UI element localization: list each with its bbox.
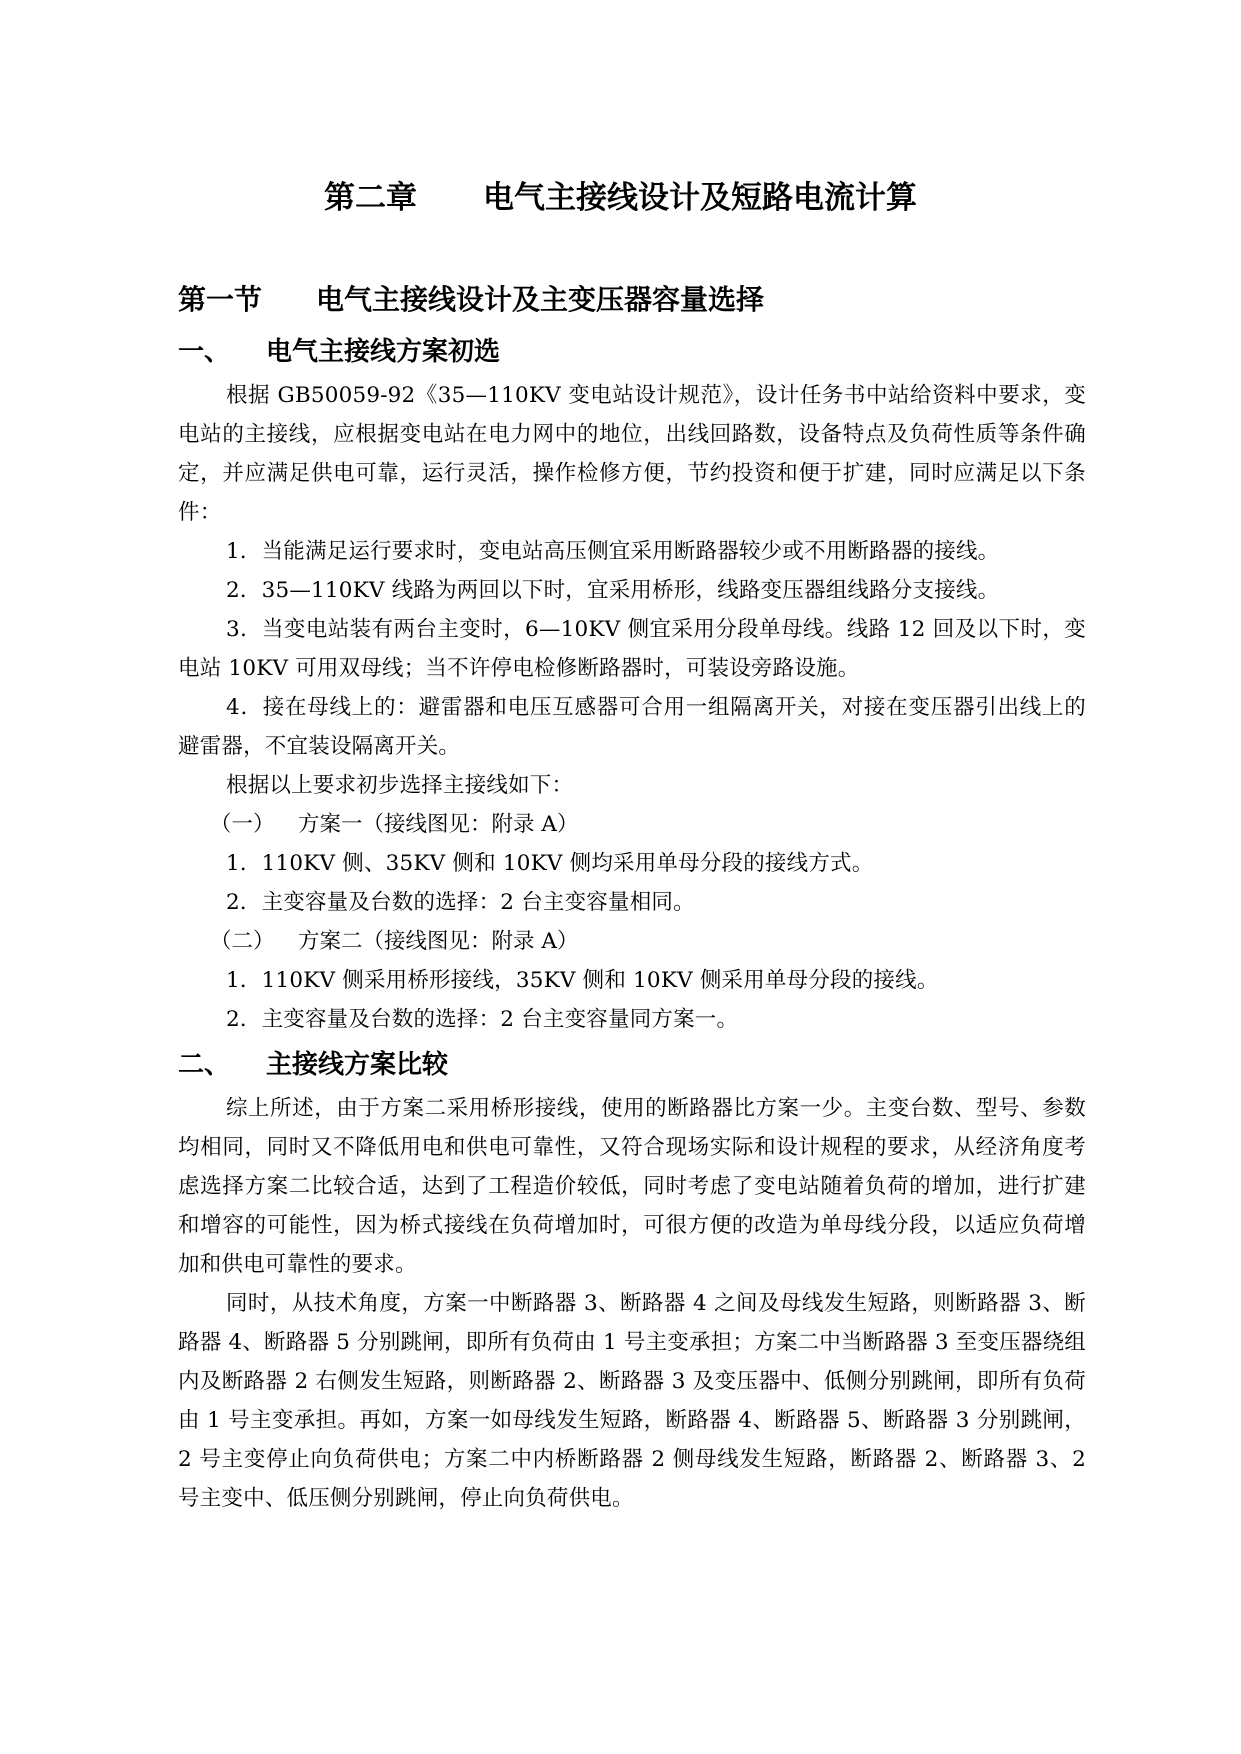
condition-item: 4．接在母线上的：避雷器和电压互感器可合用一组隔离开关，对接在变压器引出线上的避雷器，不宜装设隔离开关。 [178,695,1086,759]
comparison-paragraph: 综上所述，由于方案二采用桥形接线，使用的断路器比方案一少。主变台数、型号、参数均相同，同时又不降低用电和供电可靠性，又符合现场实际和设计规程的要求，从经济角度考虑选择方案二比较合适，达到了工程造价较低，同时考虑了变电站随着负荷的增加，进行扩建和增容的可能性，因为桥式接线在负荷增加时，可很方便的改造为单母线分段，以适应负荷增加和供电可靠性的要求。 [178,1096,1086,1277]
subsection-title-text-2: 主接线方案比较 [266,1050,449,1080]
subsection-title-1 [178,332,1086,372]
condition-item: 2．35—110KV 线路为两回以下时，宜采用桥形，线路变压器组线路分支接线。 [226,578,1000,603]
section-title-text: 电气主接线设计及主变压器容量选择 [316,283,765,316]
condition-item: 1．当能满足运行要求时，变电站高压侧宜采用断路器较少或不用断路器的接线。 [226,539,1000,564]
selection-lead: 根据以上要求初步选择主接线如下： [226,773,574,798]
section-number: 第一节 [178,283,263,316]
comparison-paragraph: 同时，从技术角度，方案一中断路器 3、断路器 4 之间及母线发生短路，则断路器 3、断路器 4、断路器 5 分别跳闸，即所有负荷由 1 号主变承担；方案二中当断路器 3 至变压器绕组内及断路器 2 右侧发生短路，则断路器 2、断路器 3 及变压器中、低侧分别跳闸，即所有负荷由 1 号主变承担。再如，方案一如母线发生短路，断路器 4、断路器 5、断路器 3 分别跳闸，2 号主变停止向负荷供电；方案二中内桥断路器 2 侧母线发生短路，断路器 2、断路器 3、2 号主变中、低压侧分别跳闸，停止向负荷供电。 [178,1291,1086,1511]
scheme-two-title: 方案二（接线图见：附录 A） [298,929,579,954]
intro-paragraph: 根据 GB50059-92《35—110KV 变电站设计规范》，设计任务书中站给资料中要求，变电站的主接线，应根据变电站在电力网中的地位，出线回路数，设备特点及负荷性质等条件确定，并应满足供电可靠，运行灵活，操作检修方便，节约投资和便于扩建，同时应满足以下条件： [178,383,1086,525]
section-title [178,280,1086,320]
chapter-title [0,178,1241,218]
subsection-number-2: 二、 [178,1050,231,1080]
scheme-two-item: 2．主变容量及台数的选择：2 台主变容量同方案一。 [226,1007,739,1032]
subsection-title-2 [178,1045,1086,1085]
chapter-number: 第二章 [324,180,417,216]
subsection-title-text-1: 电气主接线方案初选 [266,337,501,367]
scheme-two-heading [178,922,1086,961]
condition-item: 3．当变电站装有两台主变时，6—10KV 侧宜采用分段单母线。线路 12 回及以下时，变电站 10KV 可用双母线；当不许停电检修断路器时，可装设旁路设施。 [178,617,1086,681]
scheme-two-number: （二） [210,929,275,954]
subsection-number-1: 一、 [178,337,231,367]
document-body [178,280,1086,1518]
chapter-title-text: 电气主接线设计及短路电流计算 [483,180,917,216]
scheme-two-item: 1．110KV 侧采用桥形接线，35KV 侧和 10KV 侧采用单母分段的接线。 [226,968,939,993]
scheme-one-item: 2．主变容量及台数的选择：2 台主变容量相同。 [226,890,695,915]
scheme-one-title: 方案一（接线图见：附录 A） [298,812,579,837]
scheme-one-heading [178,805,1086,844]
scheme-one-number: （一） [210,812,275,837]
scheme-one-item: 1．110KV 侧、35KV 侧和 10KV 侧均采用单母分段的接线方式。 [226,851,874,876]
